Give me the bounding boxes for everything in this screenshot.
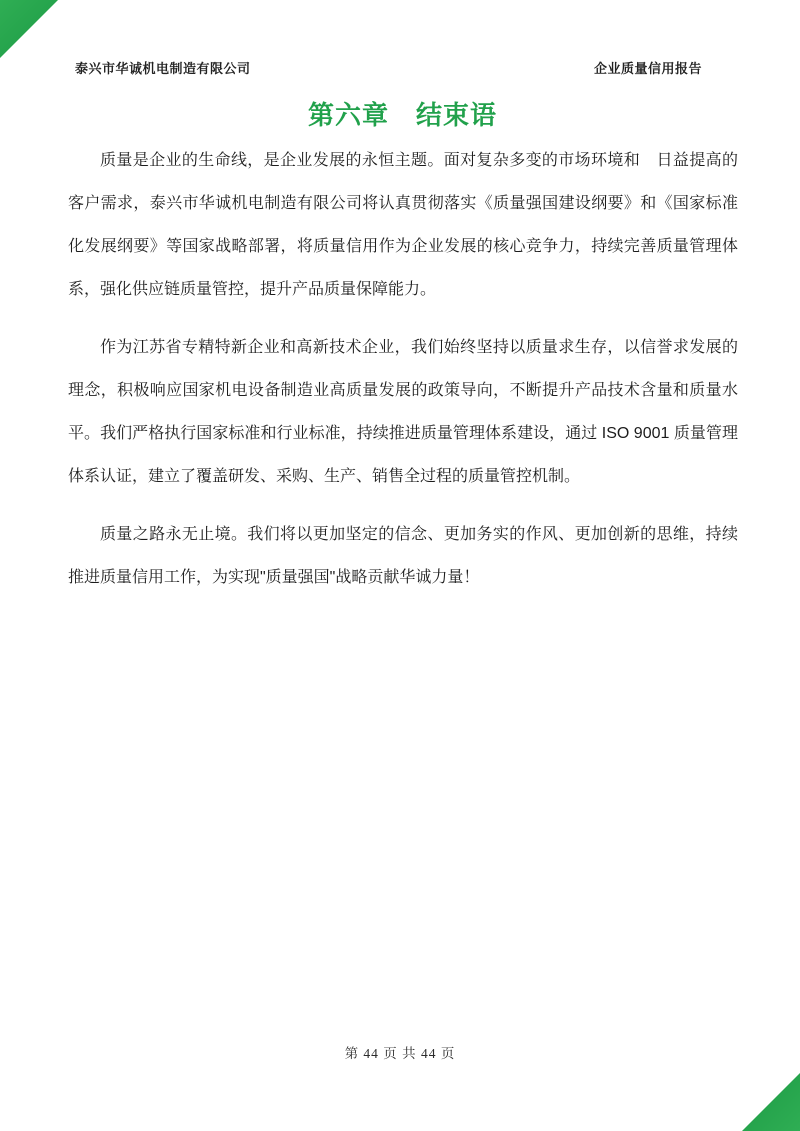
page-header — [0, 58, 800, 77]
page-number-indicator: 第 44 页 共 44 页 — [344, 1046, 456, 1061]
paragraph-2: 作为江苏省专精特新企业和高新技术企业，我们始终坚持以质量求生存，以信誉求发展的理念，积极响应国家机电设备制造业高质量发展的政策导向，不断提升产品技术含量和质量水平。我们严格执行国家标准和行业标准，持续推进质量管理体系建设，通过 ISO 9001 质量管理体系认证，建立了覆盖研发、采购、生产、销售全过程的质量管控机制。 — [68, 339, 738, 485]
paragraph-3: 质量之路永无止境。我们将以更加坚定的信念、更加务实的作风、更加创新的思维，持续推进质量信用工作，为实现"质量强国"战略贡献华诚力量！ — [68, 526, 738, 586]
header-report-title: 企业质量信用报告 — [593, 61, 702, 76]
chapter-title: 第六章 结束语 — [307, 100, 497, 130]
corner-decoration-top-left-icon — [0, 0, 58, 58]
paragraph-1: 质量是企业的生命线，是企业发展的永恒主题。面对复杂多变的市场环境和 日益提高的客户需求，泰兴市华诚机电制造有限公司将认真贯彻落实《质量强国建设纲要》和《国家标准化发展纲要》等国家战略部署，将质量信用作为企业发展的核心竞争力，持续完善质量管理体系，强化供应链质量管控，提升产品质量保障能力。 — [68, 152, 738, 298]
header-company-name: 泰兴市华诚机电制造有限公司 — [75, 61, 251, 76]
corner-decoration-bottom-right-icon — [742, 1073, 800, 1131]
body-content — [68, 139, 738, 614]
